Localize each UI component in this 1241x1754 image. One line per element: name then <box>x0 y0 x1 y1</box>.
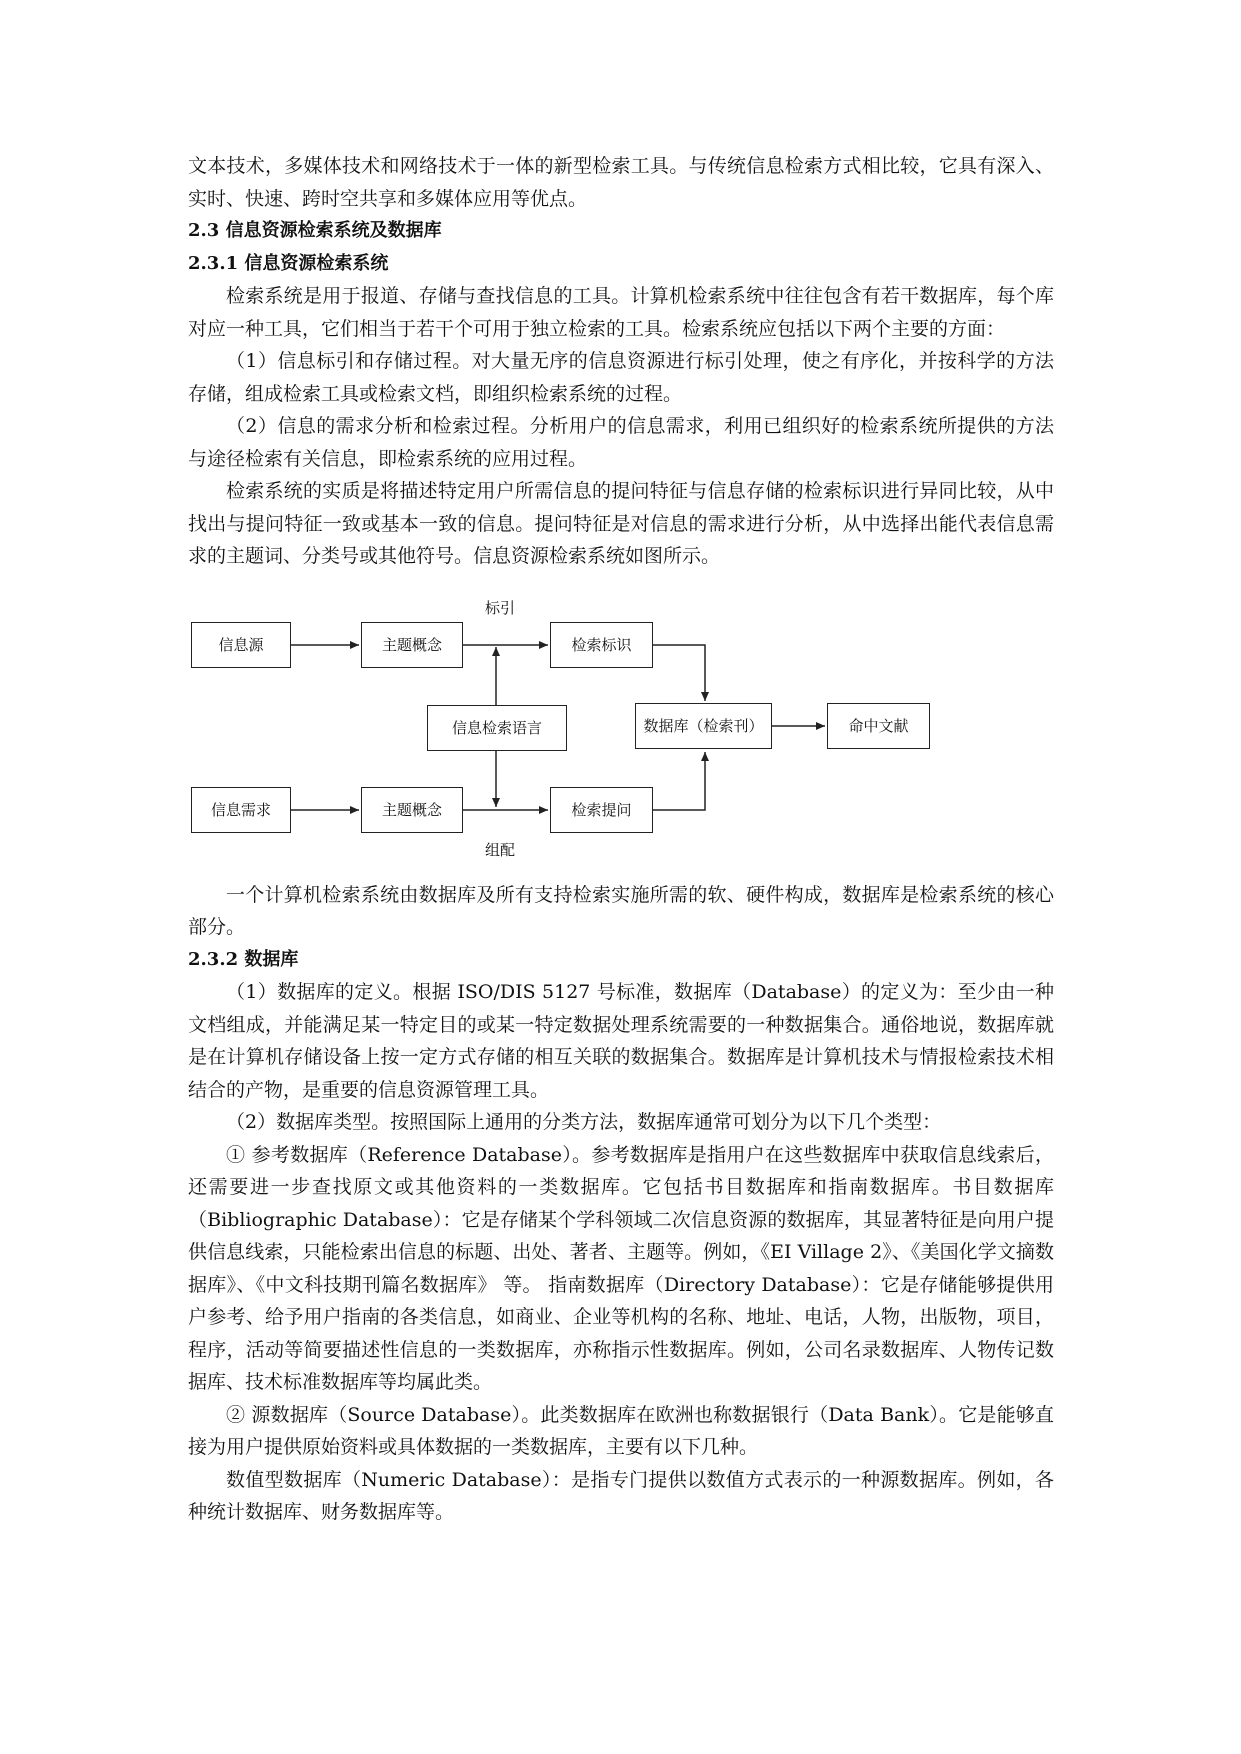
intro-paragraph: 文本技术，多媒体技术和网络技术于一体的新型检索工具。与传统信息检索方式相比较，它具有深入、实时、快速、跨时空共享和多媒体应用等优点。 <box>188 155 1054 210</box>
heading-2-3: 2.3 信息资源检索系统及数据库 <box>188 220 442 241</box>
paragraph-after-diagram: 一个计算机检索系统由数据库及所有支持检索实施所需的软、硬件构成，数据库是检索系统的核心部分。 <box>188 883 1054 938</box>
paragraph-query-process: （2）信息的需求分析和检索过程。分析用户的信息需求，利用已组织好的检索系统所提供的方法与途径检索有关信息，即检索系统的应用过程。 <box>188 415 1054 470</box>
heading-2-3-2: 2.3.2 数据库 <box>188 948 299 970</box>
paragraph-numeric-database: 数值型数据库（Numeric Database）：是指专门提供以数值方式表示的一种源数据库。例如，各种统计数据库、财务数据库等。 <box>188 1468 1054 1523</box>
arrow-query-to-database <box>653 752 705 810</box>
paragraph-database-types: （2）数据库类型。按照国际上通用的分类方法，数据库通常可划分为以下几个类型： <box>226 1111 942 1133</box>
paragraph-source-database: ② 源数据库（Source Database）。此类数据库在欧洲也称数据银行（Data Bank）。它是能够直接为用户提供原始资料或具体数据的一类数据库，主要有以下几种。 <box>188 1403 1054 1458</box>
box-retrieval-query: 检索提问 <box>550 787 653 833</box>
box-database: 数据库（检索刊） <box>635 703 772 749</box>
box-info-need: 信息需求 <box>191 787 291 833</box>
paragraph-reference-database: ① 参考数据库（Reference Database）。参考数据库是指用户在这些数据库中获取信息线索后，还需要进一步查找原文或其他资料的一类数据库。它包括书目数据库和指南数据库。书目数据库（Bibliographic Database）：它是存储某个学科领域二次信息资源的数据库，其显著特征是向用户提供信息线索，只能检索出信息的标题、出处、著者、主题等。例如，《EI Village 2》、《美国化学文摘数据库》、《中文科技期刊篇名数据库》 等。 指南数据库（Directory Database）：它是存储能够提供用户参考、给予用户指南的各类信息，如商业、企业等机构的名称、地址、电话，人物，出版物，项目，程序，活动等简要描述性信息的一类数据库，亦称指示性数据库。例如，公司名录数据库、人物传记数据库、技术标准数据库等均属此类。 <box>188 1143 1054 1393</box>
paragraph-retrieval-system: 检索系统是用于报道、存储与查找信息的工具。计算机检索系统中往往包含有若干数据库，每个库对应一种工具，它们相当于若干个可用于独立检索的工具。检索系统应包括以下两个主要的方面： <box>188 285 1054 340</box>
label-indexing: 标引 <box>485 598 516 617</box>
heading-2-3-1: 2.3.1 信息资源检索系统 <box>188 252 389 274</box>
paragraph-database-definition: （1）数据库的定义。根据 ISO/DIS 5127 号标准，数据库（Database）的定义为：至少由一种文档组成，并能满足某一特定目的或某一特定数据处理系统需要的一种数据集合。通俗地说，数据库就是在计算机存储设备上按一定方式存储的相互关联的数据集合。数据库是计算机技术与情报检索技术相结合的产物，是重要的信息资源管理工具。 <box>188 981 1054 1101</box>
retrieval-system-diagram <box>188 577 1054 877</box>
document-page <box>188 150 1054 1529</box>
arrow-identifier-to-database <box>653 645 705 701</box>
paragraph-system-essence: 检索系统的实质是将描述特定用户所需信息的提问特征与信息存储的检索标识进行异同比较，从中找出与提问特征一致或基本一致的信息。提问特征是对信息的需求进行分析，从中选择出能代表信息需求的主题词、分类号或其他符号。信息资源检索系统如图所示。 <box>188 480 1054 567</box>
box-topic-concept-bottom: 主题概念 <box>361 787 463 833</box>
box-topic-concept-top: 主题概念 <box>361 622 463 668</box>
box-info-source: 信息源 <box>191 622 291 668</box>
box-retrieval-identifier: 检索标识 <box>550 622 653 668</box>
label-matching: 组配 <box>485 840 516 859</box>
box-retrieval-language: 信息检索语言 <box>427 705 567 751</box>
box-hit-document: 命中文献 <box>827 703 930 749</box>
paragraph-indexing-process: （1）信息标引和存储过程。对大量无序的信息资源进行标引处理，使之有序化，并按科学的方法存储，组成检索工具或检索文档，即组织检索系统的过程。 <box>188 350 1054 405</box>
